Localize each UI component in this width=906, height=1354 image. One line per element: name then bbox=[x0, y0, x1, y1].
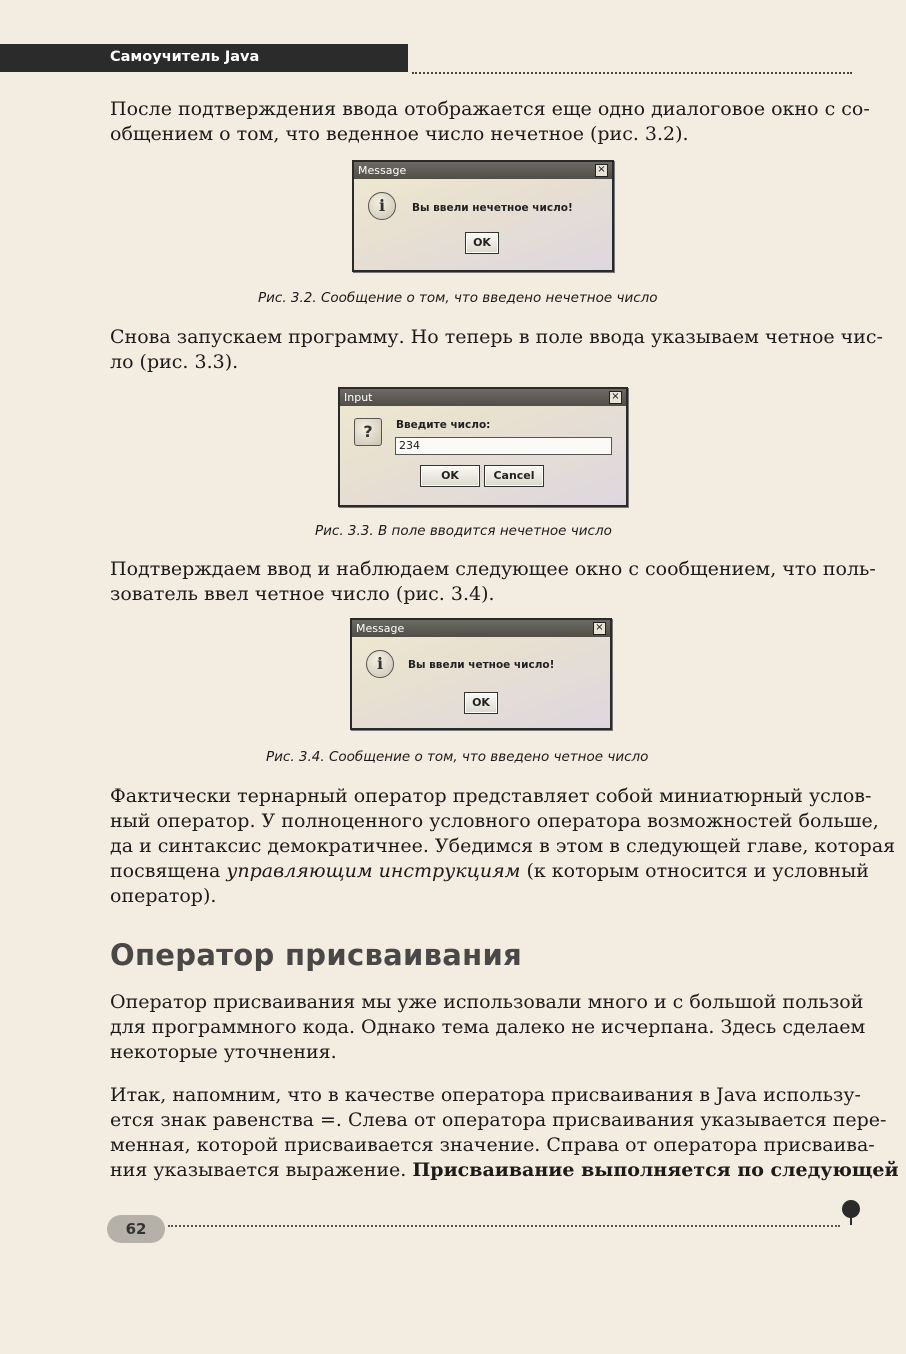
paragraph-line: ный оператор. У полноценного условного оператора возможностей больше, bbox=[110, 810, 879, 832]
text-run: (к которым относится и условный bbox=[526, 860, 869, 882]
paragraph-line: менная, которой присваивается значение. Справа от оператора присваива- bbox=[110, 1134, 875, 1156]
paragraph-4 bbox=[110, 784, 896, 909]
paragraph-line bbox=[110, 1158, 899, 1183]
input-prompt: Введите число: bbox=[396, 419, 491, 431]
paragraph-line: Снова запускаем программу. Но теперь в поле ввода указываем четное чис- bbox=[110, 326, 883, 348]
paragraph-line: да и синтаксис демократичнее. Убедимся в этом в следующей главе, которая bbox=[110, 835, 896, 857]
dialog-title: Input bbox=[344, 391, 373, 404]
info-icon: i bbox=[368, 192, 396, 220]
ok-button[interactable]: OK bbox=[465, 232, 499, 254]
close-icon[interactable]: × bbox=[593, 622, 606, 635]
paragraph-line: оператор). bbox=[110, 885, 217, 907]
ok-button[interactable]: OK bbox=[420, 465, 480, 487]
input-dialog bbox=[338, 387, 628, 507]
header-dotted-rule bbox=[412, 72, 852, 74]
paragraph-line: ло (рис. 3.3). bbox=[110, 351, 239, 373]
dialog-titlebar bbox=[354, 162, 612, 179]
dialog-titlebar bbox=[352, 620, 610, 637]
question-icon: ? bbox=[354, 418, 382, 446]
paragraph-line: общением о том, что веденное число нечетное (рис. 3.2). bbox=[110, 123, 689, 145]
paragraph-line: зователь ввел четное число (рис. 3.4). bbox=[110, 583, 495, 605]
close-icon[interactable]: × bbox=[609, 391, 622, 404]
italic-term: управляющим инструкциям bbox=[226, 860, 521, 882]
paragraph-6 bbox=[110, 1083, 899, 1183]
dialog-title: Message bbox=[358, 164, 407, 177]
bold-phrase: Присваивание выполняется по следующей bbox=[412, 1159, 899, 1181]
ok-button[interactable]: OK bbox=[464, 692, 498, 714]
figure-caption: Рис. 3.4. Сообщение о том, что введено четное число bbox=[266, 749, 649, 765]
section-heading: Оператор присваивания bbox=[110, 938, 523, 972]
cancel-button[interactable]: Cancel bbox=[484, 465, 544, 487]
footer-ornament bbox=[842, 1200, 860, 1218]
paragraph-line: ется знак равенства =. Слева от оператора присваивания указывается пере- bbox=[110, 1109, 887, 1131]
page-number: 62 bbox=[107, 1215, 165, 1243]
dialog-message: Вы ввели четное число! bbox=[408, 659, 555, 671]
paragraph-line: Итак, напомним, что в качестве оператора присваивания в Java использу- bbox=[110, 1084, 861, 1106]
paragraph-2 bbox=[110, 325, 883, 375]
message-dialog-odd bbox=[352, 160, 614, 272]
paragraph-line bbox=[110, 859, 869, 884]
number-input[interactable]: 234 bbox=[395, 437, 612, 455]
paragraph-line: После подтверждения ввода отображается еще одно диалоговое окно с со- bbox=[110, 98, 870, 120]
footer-dotted-rule bbox=[168, 1225, 840, 1227]
paragraph-line: Подтверждаем ввод и наблюдаем следующее окно с сообщением, что поль- bbox=[110, 558, 876, 580]
running-header-title: Самоучитель Java bbox=[110, 49, 260, 65]
paragraph-5 bbox=[110, 990, 866, 1065]
dialog-message: Вы ввели нечетное число! bbox=[412, 202, 573, 214]
paragraph-line: некоторые уточнения. bbox=[110, 1041, 337, 1063]
message-dialog-even bbox=[350, 618, 612, 730]
paragraph-line: Фактически тернарный оператор представляет собой миниатюрный услов- bbox=[110, 785, 872, 807]
figure-caption: Рис. 3.2. Сообщение о том, что введено нечетное число bbox=[258, 290, 658, 306]
dialog-title: Message bbox=[356, 622, 405, 635]
figure-caption: Рис. 3.3. В поле вводится нечетное число bbox=[315, 523, 612, 539]
text-run: посвящена bbox=[110, 860, 221, 882]
paragraph-3 bbox=[110, 557, 876, 607]
close-icon[interactable]: × bbox=[595, 164, 608, 177]
paragraph-line: для программного кода. Однако тема далеко не исчерпана. Здесь сделаем bbox=[110, 1016, 866, 1038]
text-run: ния указывается выражение. bbox=[110, 1159, 407, 1181]
info-icon: i bbox=[366, 650, 394, 678]
dialog-titlebar bbox=[340, 389, 626, 406]
paragraph-1 bbox=[110, 97, 870, 147]
paragraph-line: Оператор присваивания мы уже использовали много и с большой пользой bbox=[110, 991, 864, 1013]
